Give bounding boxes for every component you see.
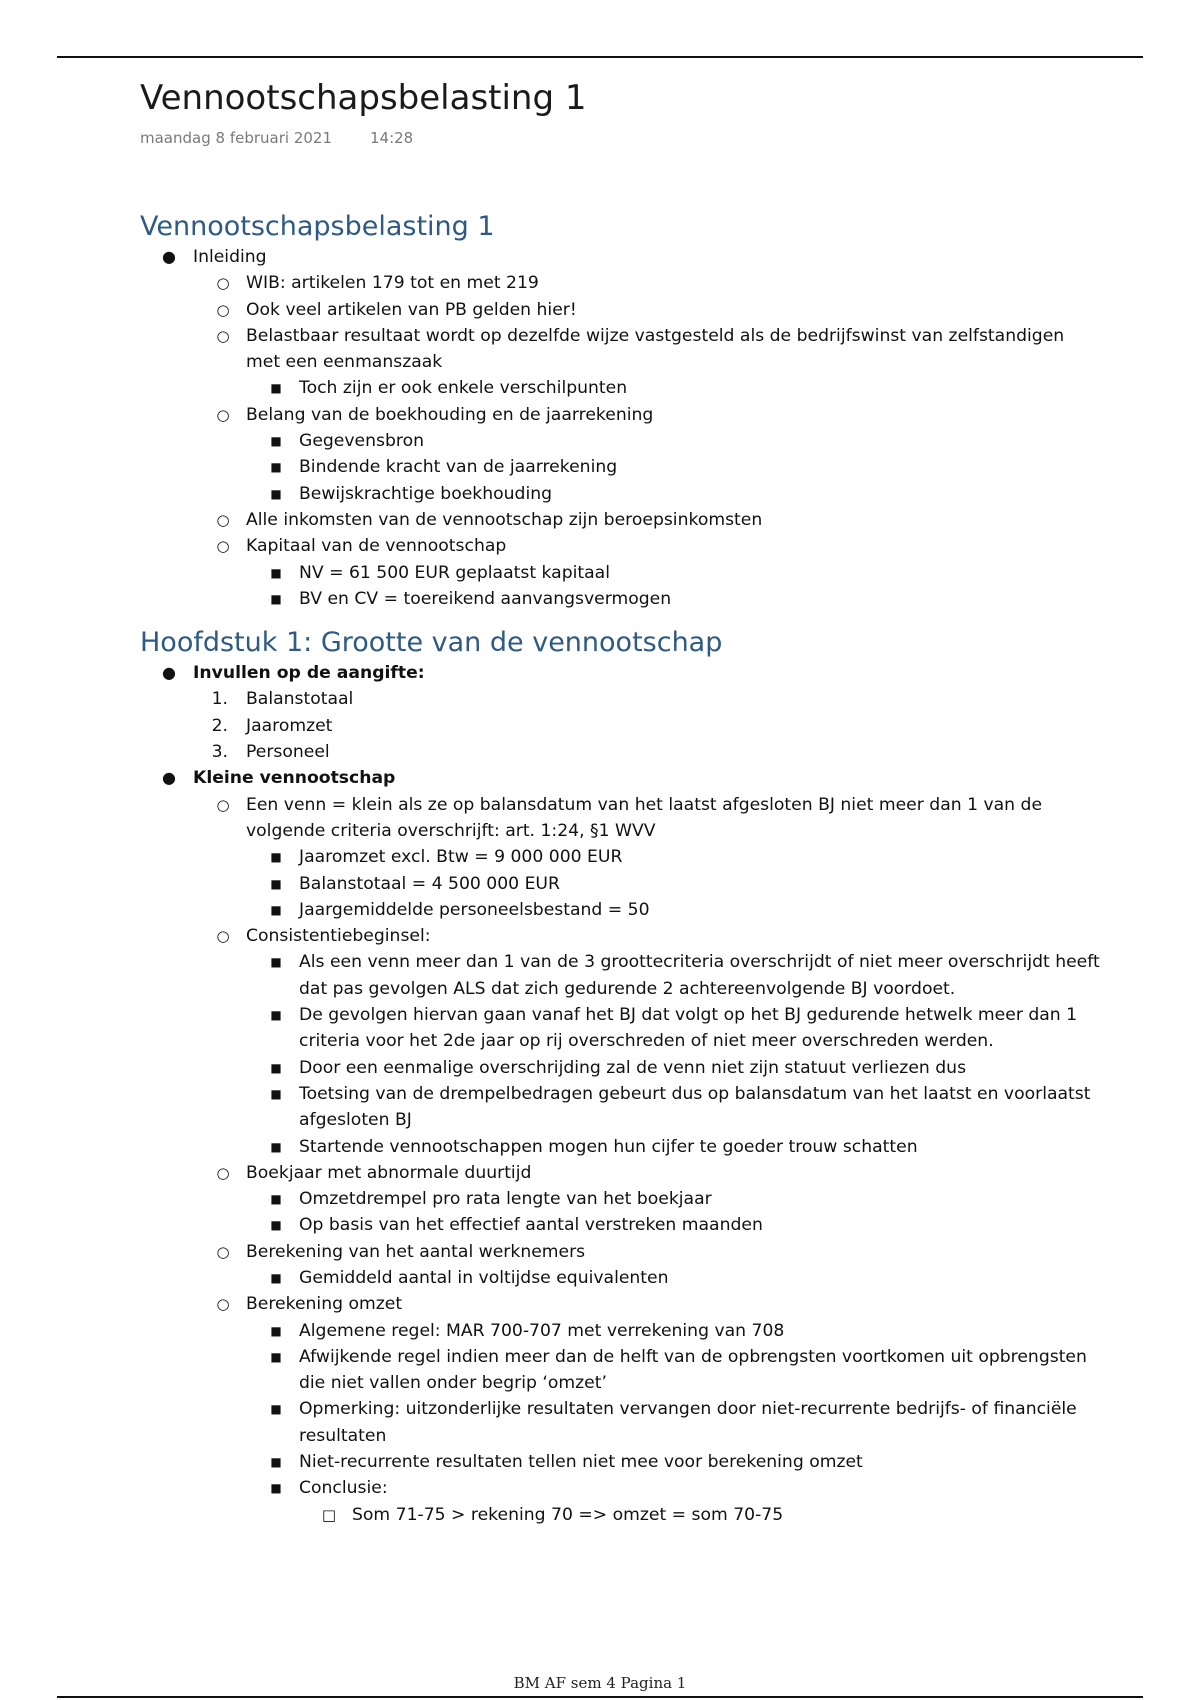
list-item: ○ Alle inkomsten van de vennootschap zijn beroepsinkomsten	[140, 507, 1100, 533]
bullet-square-icon: ■	[270, 876, 282, 891]
list-item: ■ Toetsing van de drempelbedragen gebeurt dus op balansdatum van het laatst en voorlaatst afgesloten BJ	[140, 1081, 1100, 1134]
bullet-disc-icon: ●	[162, 663, 176, 683]
bullet-circle-icon: ○	[216, 1163, 230, 1182]
numbered-item: 2. Jaaromzet	[211, 715, 333, 736]
list-item: ■ Toch zijn er ook enkele verschilpunten	[140, 375, 1100, 401]
section1-list	[140, 244, 1100, 612]
page-title: Vennootschapsbelasting 1	[140, 78, 587, 118]
bullet-circle-icon: ○	[216, 1242, 230, 1261]
bullet-square-icon: ■	[270, 1481, 282, 1496]
page-date: maandag 8 februari 2021	[140, 129, 332, 147]
list-item: ■ Door een eenmalige overschrijding zal de venn niet zijn statuut verliezen dus	[140, 1055, 1100, 1081]
list-item: ○ WIB: artikelen 179 tot en met 219	[140, 270, 1100, 296]
bullet-square-icon: ■	[270, 1349, 282, 1364]
list-item: ● Kleine vennootschap	[140, 765, 1100, 791]
list-item: ○ Berekening van het aantal werknemers	[140, 1239, 1100, 1265]
list-item: ● Inleiding	[140, 244, 1100, 270]
bullet-square-icon: ■	[270, 1218, 282, 1233]
list-item: ■ Startende vennootschappen mogen hun cijfer te goeder trouw schatten	[140, 1134, 1100, 1160]
bullet-square-icon: ■	[270, 1192, 282, 1207]
list-item: ○ Kapitaal van de vennootschap	[140, 533, 1100, 559]
bullet-square-icon: ■	[270, 1455, 282, 1470]
section-heading-hoofdstuk-1: Hoofdstuk 1: Grootte van de vennootschap	[140, 627, 723, 659]
bullet-square-icon: ■	[270, 434, 282, 449]
list-item: ■ Op basis van het effectief aantal verstreken maanden	[140, 1212, 1100, 1238]
list-item: ■ De gevolgen hiervan gaan vanaf het BJ dat volgt op het BJ gedurende hetwelk meer dan 1 criteria voor het 2de jaar op rij overschreden of niet meer overschreden werden.	[140, 1002, 1100, 1055]
list-item: ■ Als een venn meer dan 1 van de 3 groottecriteria overschrijdt of niet meer overschrijdt heeft dat pas gevolgen ALS dat zich gedurende 2 achtereenvolgende BJ voordoet.	[140, 949, 1100, 1002]
list-item: ■ Jaaromzet excl. Btw = 9 000 000 EUR	[140, 844, 1100, 870]
list-item: ○ Consistentiebeginsel:	[140, 923, 1100, 949]
top-rule	[57, 56, 1143, 58]
bullet-circle-icon: ○	[216, 274, 230, 293]
bullet-disc-icon: ●	[162, 768, 176, 788]
bullet-square-icon: ■	[270, 1402, 282, 1417]
list-item: ■ NV = 61 500 EUR geplaatst kapitaal	[140, 560, 1100, 586]
list-item: ■ Bewijskrachtige boekhouding	[140, 481, 1100, 507]
list-item: ■ Balanstotaal = 4 500 000 EUR	[140, 871, 1100, 897]
bullet-square-icon: ■	[270, 1060, 282, 1075]
numbered-item: 1. Balanstotaal	[211, 689, 354, 710]
list-item: ■ Conclusie:	[140, 1475, 1100, 1501]
bullet-circle-icon: ○	[216, 927, 230, 946]
list-item: ■ Afwijkende regel indien meer dan de helft van de opbrengsten voortkomen uit opbrengsten die niet vallen onder begrip ‘omzet’	[140, 1344, 1100, 1397]
bullet-square-icon: ■	[270, 460, 282, 475]
page-footer: BM AF sem 4 Pagina 1	[513, 1674, 687, 1692]
bullet-square-icon: ■	[270, 850, 282, 865]
bullet-square-icon: ■	[270, 1139, 282, 1154]
bullet-square-icon: ■	[270, 1323, 282, 1338]
bullet-disc-icon: ●	[162, 247, 176, 266]
section-heading-vennootschapsbelasting: Vennootschapsbelasting 1	[140, 211, 495, 242]
bullet-circle-icon: ○	[216, 326, 230, 345]
list-item: ■ Gemiddeld aantal in voltijdse equivalenten	[140, 1265, 1100, 1291]
list-item: ■ BV en CV = toereikend aanvangsvermogen	[140, 586, 1100, 612]
bullet-square-icon: ■	[270, 591, 282, 606]
bullet-square-icon: ■	[270, 1270, 282, 1285]
list-item: ■ Bindende kracht van de jaarrekening	[140, 454, 1100, 480]
list-item: ○ Een venn = klein als ze op balansdatum van het laatst afgesloten BJ niet meer dan 1 van de volgende criteria overschrijft: art. 1:24, §1 WVV	[140, 792, 1100, 845]
bullet-square-icon: ■	[270, 1086, 282, 1101]
bullet-square-icon: ■	[270, 955, 282, 970]
bullet-circle-icon: ○	[216, 300, 230, 319]
bullet-circle-icon: ○	[216, 795, 230, 814]
bullet-square-icon: ■	[270, 1008, 282, 1023]
bullet-square-icon: ■	[270, 486, 282, 501]
page-time: 14:28	[370, 129, 414, 147]
bullet-hollow-square-icon: □	[321, 1505, 337, 1524]
list-item: ○ Belastbaar resultaat wordt op dezelfde wijze vastgesteld als de bedrijfswinst van zelfstandigen met een eenmanszaak	[140, 323, 1100, 376]
list-item: ■ Gegevensbron	[140, 428, 1100, 454]
list-item: ■ Algemene regel: MAR 700-707 met verrekening van 708	[140, 1318, 1100, 1344]
bullet-circle-icon: ○	[216, 1295, 230, 1314]
bullet-circle-icon: ○	[216, 405, 230, 424]
section2-list	[140, 660, 1100, 1528]
list-item: ■ Omzetdrempel pro rata lengte van het boekjaar	[140, 1186, 1100, 1212]
list-item: ○ Berekening omzet	[140, 1291, 1100, 1317]
list-item: ○ Boekjaar met abnormale duurtijd	[140, 1160, 1100, 1186]
bullet-circle-icon: ○	[216, 537, 230, 556]
bullet-square-icon: ■	[270, 565, 282, 580]
list-item: ■ Jaargemiddelde personeelsbestand = 50	[140, 897, 1100, 923]
list-item: ■ Niet-recurrente resultaten tellen niet mee voor berekening omzet	[140, 1449, 1100, 1475]
bullet-square-icon: ■	[270, 902, 282, 917]
bullet-square-icon: ■	[270, 381, 282, 396]
list-item: ○ Ook veel artikelen van PB gelden hier!	[140, 297, 1100, 323]
page-content	[140, 76, 1100, 1528]
list-item: □ Som 71-75 > rekening 70 => omzet = som 70-75	[140, 1502, 1100, 1528]
bottom-rule	[57, 1696, 1143, 1698]
list-item: ● Invullen op de aangifte:	[140, 660, 1100, 686]
list-item: ○ Belang van de boekhouding en de jaarrekening	[140, 402, 1100, 428]
numbered-item: 3. Personeel	[211, 742, 330, 763]
bullet-circle-icon: ○	[216, 510, 230, 529]
list-item: ■ Opmerking: uitzonderlijke resultaten vervangen door niet-recurrente bedrijfs- of financiële resultaten	[140, 1396, 1100, 1449]
page-meta	[140, 128, 1100, 148]
